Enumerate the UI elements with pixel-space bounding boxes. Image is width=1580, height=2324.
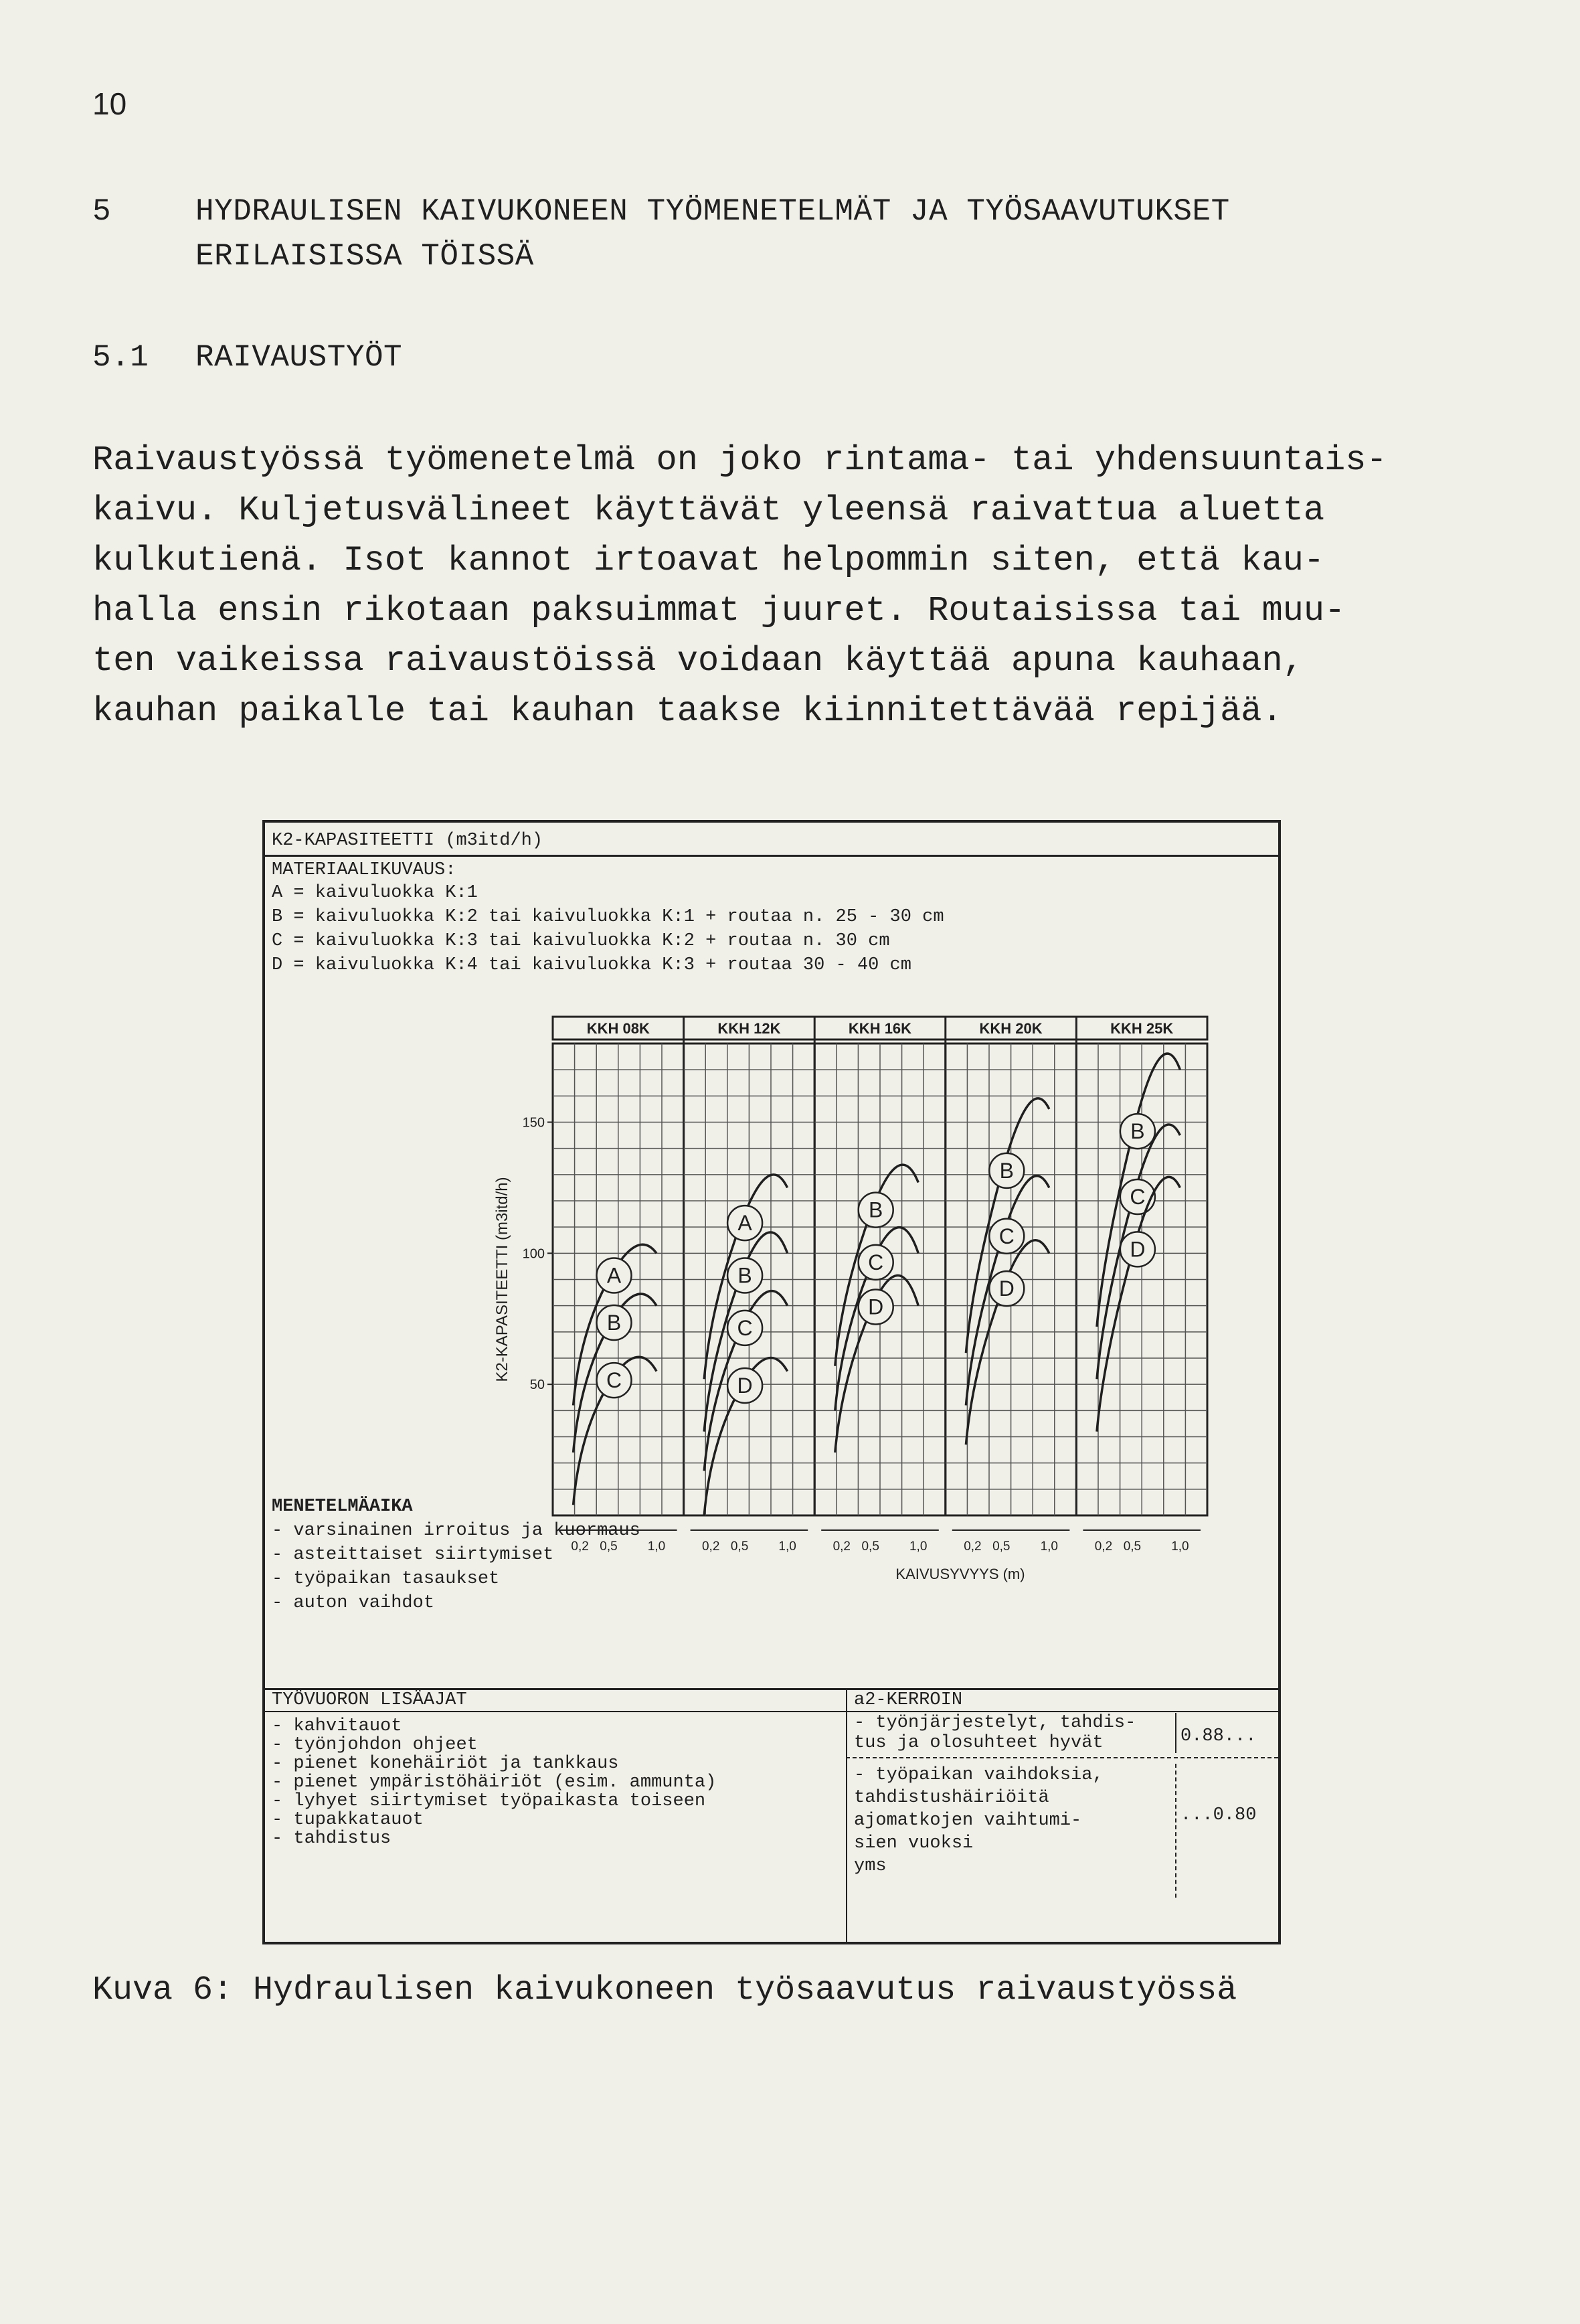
series-curve: [1097, 1177, 1180, 1431]
figure-title: K2-KAPASITEETTI (m3itd/h): [272, 831, 543, 851]
panel-label: KKH 12K: [717, 1020, 781, 1037]
x-tick-label: 0,2: [701, 1540, 720, 1554]
figure-title-rule: [265, 855, 1278, 857]
paragraph-line: ten vaikeissa raivaustöissä voidaan käyttää apuna kauhaan,: [92, 641, 1304, 681]
series-label: C: [606, 1368, 622, 1393]
figure-box: [262, 820, 1281, 1944]
x-tick-label: 0,5: [730, 1540, 749, 1554]
series-label: C: [998, 1224, 1015, 1248]
shift-item: - työnjohdon ohjeet: [272, 1735, 478, 1755]
y-tick-label: 150: [522, 1115, 545, 1131]
x-tick-label: 0,5: [600, 1540, 618, 1554]
x-tick-label: 0,2: [571, 1540, 589, 1554]
material-item: B = kaivuluokka K:2 tai kaivuluokka K:1 + routaa n. 25 - 30 cm: [272, 907, 944, 927]
method-item: - varsinainen irroitus ja kuormaus: [272, 1521, 640, 1541]
x-tick-label: 0,5: [1123, 1540, 1142, 1554]
shift-list: [272, 1717, 716, 1848]
y-tick-label: 50: [529, 1378, 545, 1393]
method-heading: MENETELMÄAIKA: [272, 1497, 413, 1517]
y-axis-label: K2-KAPASITEETTI (m3itd/h): [493, 1177, 511, 1382]
x-tick-label: 1,0: [909, 1540, 928, 1554]
method-item: - asteittaiset siirtymiset: [272, 1545, 554, 1565]
chapter-title-line2: ERILAISISSA TÖISSÄ: [195, 239, 534, 274]
a2-good-line: - työnjärjestelyt, tahdis-: [854, 1713, 1136, 1733]
x-axis-label: KAIVUSYVYYS (m): [895, 1566, 1025, 1582]
shift-item: - pienet ympäristöhäiriöt (esim. ammunta): [272, 1772, 717, 1793]
paragraph-line: Raivaustyössä työmenetelmä on joko rintama- tai yhdensuuntais-: [92, 440, 1387, 480]
material-item: A = kaivuluokka K:1: [272, 883, 478, 903]
chapter-number: 5: [92, 194, 112, 229]
shift-item: - lyhyet siirtymiset työpaikasta toiseen: [272, 1791, 706, 1811]
paragraph-line: kulkutienä. Isot kannot irtoavat helpommin siten, että kau-: [92, 541, 1325, 580]
a2-good-value: 0.88...: [1180, 1726, 1257, 1746]
figure-caption: Kuva 6: Hydraulisen kaivukoneen työsaavutus raivaustyössä: [92, 1971, 1237, 2009]
panel-label: KKH 20K: [979, 1020, 1043, 1037]
a2-bad-value: ...0.80: [1180, 1805, 1257, 1825]
a2-bad-line: tahdistushäiriöitä: [854, 1788, 1049, 1808]
panel-label: KKH 08K: [586, 1020, 650, 1037]
material-item: D = kaivuluokka K:4 tai kaivuluokka K:3 + routaa 30 - 40 cm: [272, 955, 911, 975]
series-label: D: [998, 1276, 1015, 1301]
x-tick-label: 0,2: [1094, 1540, 1113, 1554]
x-tick-label: 0,2: [964, 1540, 982, 1554]
material-item: C = kaivuluokka K:3 tai kaivuluokka K:2 + routaa n. 30 cm: [272, 931, 890, 951]
shift-item: - tupakkatauot: [272, 1810, 424, 1830]
page-number: 10: [92, 86, 127, 121]
method-item: - auton vaihdot: [272, 1593, 435, 1613]
section-title: RAIVAUSTYÖT: [195, 340, 403, 375]
panel-label: KKH 25K: [1110, 1020, 1174, 1037]
a2-bad-line: ajomatkojen vaihtumi-: [854, 1811, 1082, 1831]
a2-bad-line: yms: [854, 1856, 887, 1876]
series-label: B: [1130, 1119, 1145, 1144]
a2-heading: a2-KERROIN: [854, 1690, 963, 1710]
x-tick-label: 1,0: [647, 1540, 666, 1554]
paragraph-line: halla ensin rikotaan paksuimmat juuret. Routaisissa tai muu-: [92, 591, 1346, 631]
panel-label: KKH 16K: [848, 1020, 912, 1037]
material-heading: MATERIAALIKUVAUS:: [272, 860, 456, 880]
series-label: B: [869, 1197, 883, 1222]
x-tick-label: 0,2: [832, 1540, 851, 1554]
method-item: - työpaikan tasaukset: [272, 1569, 500, 1589]
series-label: A: [737, 1211, 752, 1236]
series-label: D: [1130, 1237, 1146, 1262]
x-tick-label: 1,0: [778, 1540, 796, 1554]
shift-item: - pienet konehäiriöt ja tankkaus: [272, 1754, 619, 1774]
chapter-title-line1: HYDRAULISEN KAIVUKONEEN TYÖMENETELMÄT JA TYÖSAAVUTUKSET: [195, 194, 1230, 229]
paragraph-line: kauhan paikalle tai kauhan taakse kiinnitettävää repijää.: [92, 691, 1283, 731]
table-divider: [846, 1688, 847, 1942]
series-label: B: [737, 1263, 752, 1288]
a2-good-line: tus ja olosuhteet hyvät: [854, 1733, 1104, 1753]
shift-heading: TYÖVUORON LISÄAJAT: [272, 1690, 467, 1710]
body-paragraph: [92, 435, 1437, 736]
y-tick-label: 100: [522, 1246, 545, 1262]
x-tick-label: 1,0: [1040, 1540, 1059, 1554]
series-label: C: [737, 1315, 753, 1340]
a2-bad-bar: [1175, 1764, 1176, 1898]
series-label: D: [868, 1295, 884, 1319]
x-tick-label: 0,5: [992, 1540, 1011, 1554]
series-label: D: [737, 1374, 753, 1398]
series-label: A: [606, 1263, 622, 1288]
section-number: 5.1: [92, 340, 149, 375]
a2-good: [854, 1713, 1136, 1753]
a2-bad-line: sien vuoksi: [854, 1833, 974, 1853]
a2-bad: [854, 1764, 1104, 1878]
shift-item: - kahvitauot: [272, 1716, 402, 1736]
series-label: B: [606, 1311, 622, 1335]
x-tick-label: 1,0: [1171, 1540, 1189, 1554]
series-label: B: [999, 1158, 1014, 1183]
shift-item: - tahdistus: [272, 1829, 391, 1849]
series-label: C: [868, 1250, 884, 1274]
a2-bad-line: - työpaikan vaihdoksia,: [854, 1765, 1104, 1785]
chart-marks: [493, 1017, 1207, 1582]
paragraph-line: kaivu. Kuljetusvälineet käyttävät yleensä raivattua aluetta: [92, 491, 1325, 530]
a2-dashed-rule: [846, 1757, 1278, 1758]
x-tick-label: 0,5: [861, 1540, 879, 1554]
series-label: C: [1130, 1185, 1146, 1209]
a2-good-bar: [1175, 1713, 1176, 1753]
